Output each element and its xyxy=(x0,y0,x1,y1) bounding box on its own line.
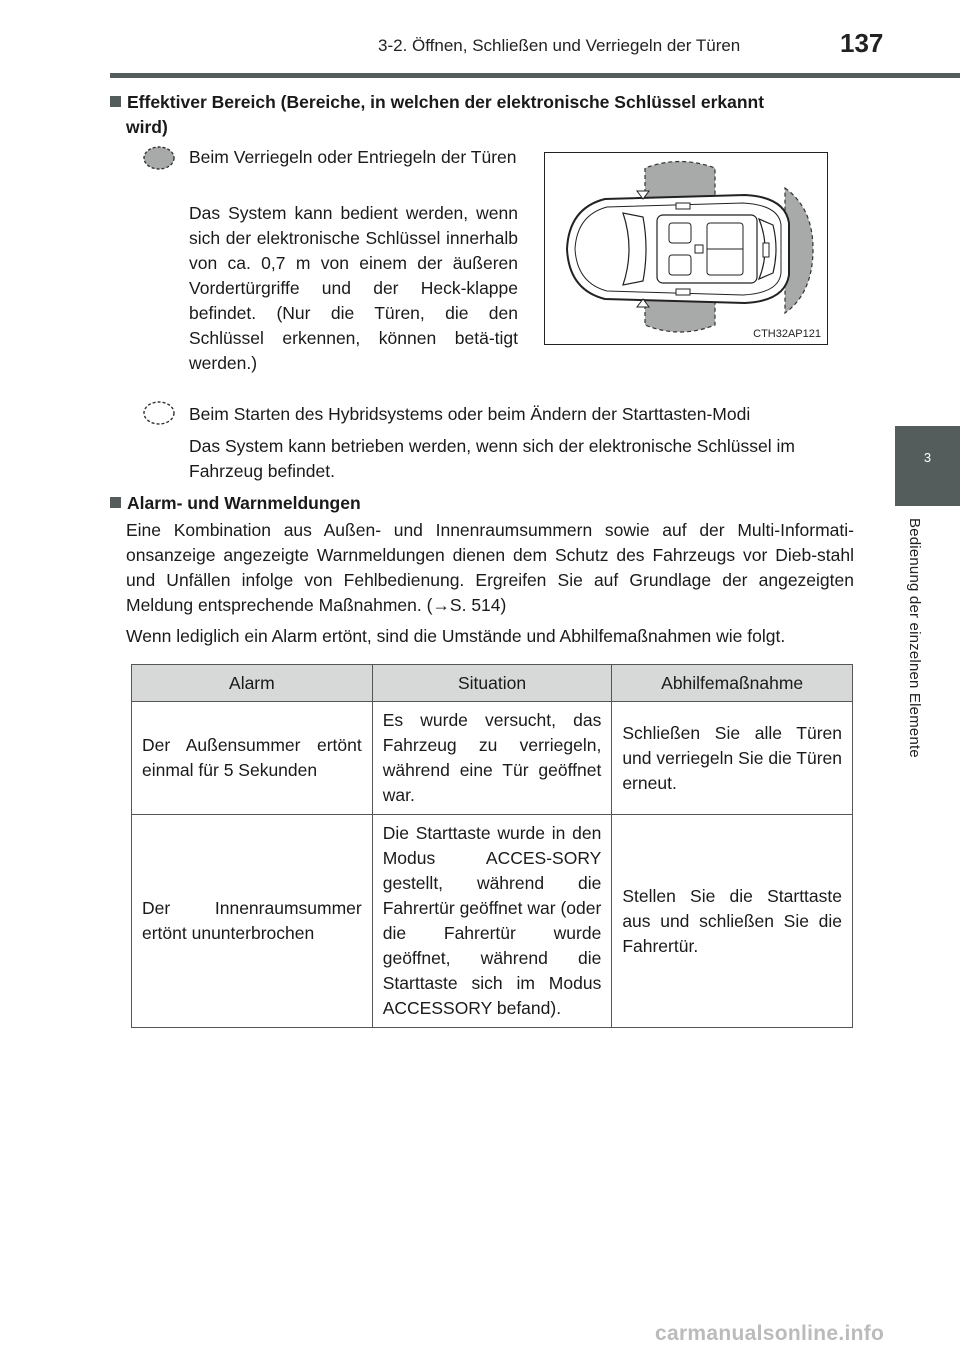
header-section-title: 3-2. Öffnen, Schließen und Verriegeln der Türen xyxy=(378,36,741,55)
figure-code: CTH32AP121 xyxy=(753,328,821,340)
item2-title: Beim Starten des Hybridsystems oder beim Ändern der Starttasten-Modi xyxy=(189,404,751,424)
table-cell: Die Starttaste wurde in den Modus ACCES-SORY gestellt, während die Fahrertür geöffnet war (oder die Fahrertür wurde geöffnet, während die Starttaste sich im Modus ACCESSORY befand). xyxy=(372,815,612,1028)
square-bullet-icon xyxy=(110,96,121,107)
header-rule xyxy=(110,73,960,78)
table-cell: Der Innenraumsummer ertönt ununterbrochen xyxy=(132,815,373,1028)
watermark-logo: carmanualsonline.info xyxy=(655,1322,885,1345)
car-range-figure xyxy=(544,152,828,345)
table-cell: Der Außensummer ertönt einmal für 5 Sekunden xyxy=(132,702,373,815)
chapter-tab xyxy=(895,426,960,506)
chapter-number: 3 xyxy=(923,450,932,465)
table-row xyxy=(132,815,853,1028)
car-top-view-illustration xyxy=(545,153,827,344)
range-zone-outline-icon xyxy=(142,400,176,426)
heading-alarms-text: Alarm- und Warnmeldungen xyxy=(127,493,361,513)
alarm-table xyxy=(131,664,853,1028)
item1-title: Beim Verriegeln oder Entriegeln der Türen xyxy=(189,147,517,167)
alarm-followup-paragraph: Wenn lediglich ein Alarm ertönt, sind die Umstände und Abhilfemaßnahmen wie folgt. xyxy=(126,626,786,646)
alarm-intro-paragraph: Eine Kombination aus Außen- und Innenraumsummern sowie auf der Multi-Informati-onsanzeige angezeigte Warnmeldungen dienen dem Schutz des Fahrzeugs vor Dieb-stahl und Unfällen infolge von Fehlbedienung. Ergreifen Sie auf Grundlage der angezeigten Meldung entsprechende Maßnahmen. (→S. 514) xyxy=(126,520,854,615)
column-header-remedy: Abhilfemaßnahme xyxy=(612,665,853,702)
chapter-title: Bedienung der einzelnen Elemente xyxy=(906,518,923,758)
item2-body: Das System kann betrieben werden, wenn sich der elektronische Schlüssel im Fahrzeug befindet. xyxy=(189,436,795,481)
square-bullet-icon xyxy=(110,497,121,508)
table-header-row xyxy=(132,665,853,702)
item1-body: Das System kann bedient werden, wenn sich der elektronische Schlüssel innerhalb von ca. 0,7 m von einem der äußeren Vordertürgriffe und der Heck-klappe befindet. (Nur die Türen, die den Schlüssel erkennen, können betä-tigt werden.) xyxy=(189,203,518,373)
heading-line1: Effektiver Bereich (Bereiche, in welchen der elektronische Schlüssel erkannt xyxy=(127,92,765,112)
table-row xyxy=(132,702,853,815)
column-header-situation: Situation xyxy=(372,665,612,702)
table-cell: Stellen Sie die Starttaste aus und schließen Sie die Fahrertür. xyxy=(612,815,853,1028)
section-heading-effective-range xyxy=(110,90,854,115)
range-zone-filled-icon xyxy=(142,145,176,171)
column-header-alarm: Alarm xyxy=(132,665,373,702)
table-cell: Schließen Sie alle Türen und verriegeln Sie die Türen erneut. xyxy=(612,702,853,815)
section-heading-alarms xyxy=(110,491,361,516)
heading-line2: wird) xyxy=(126,117,168,137)
page-number: 137 xyxy=(840,28,884,58)
table-cell: Es wurde versucht, das Fahrzeug zu verriegeln, während eine Tür geöffnet war. xyxy=(372,702,612,815)
